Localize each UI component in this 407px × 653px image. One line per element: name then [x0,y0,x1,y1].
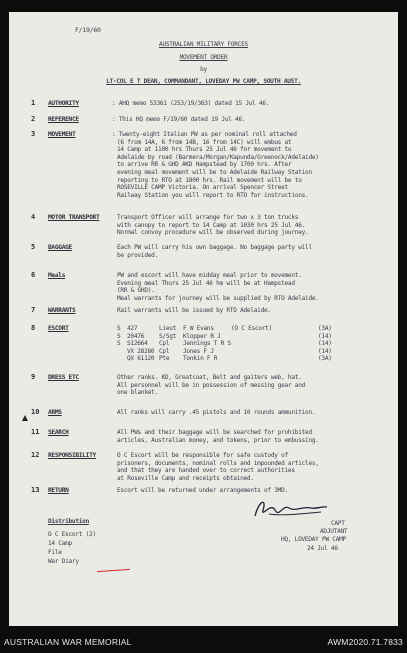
section-heading: ESCORT [48,325,69,332]
escort-cell-name: Jones F J [183,347,214,355]
escort-cell-rank: Cpl [159,347,170,355]
section-number: 10 [31,408,40,416]
margin-mark [22,415,28,421]
signoff-date: 24 Jul 46 [307,545,338,552]
issuing-officer: LT-COL E T DEAN, COMMANDANT, LOVEDAY PW CAMP, SOUTH AUST. [106,78,301,85]
red-pencil-mark [97,569,130,572]
section-text-line: : AHQ memo 53361 (253/19/363) dated 15 Jul 46. [112,100,270,107]
section-text-line: Each PW will carry his own baggage. No baggage party will [117,244,312,251]
escort-cell-name: Tonkin F R [183,355,218,363]
footer-accession: AWM2020.71.7833 [327,637,403,647]
section-heading: MOVEMENT [48,131,76,138]
escort-cell-no: S [117,325,121,332]
section-text-line: Normal convoy procedure will be observed during journey. [117,229,309,237]
section-text-line: Rail warrants will be issued by RTO Adelaide. [117,307,271,314]
section-text-line: : This HQ memo F/19/60 dated 19 Jul 46. [112,116,246,123]
section-text-line: All ranks will carry .45 pistols and 10 rounds ammunition. [117,409,316,416]
escort-cell-id: S12664 [127,340,148,348]
section-heading: RETURN [48,487,69,494]
escort-cell-unit: (3A) [318,355,332,363]
section-number: 2 [31,115,36,123]
escort-cell-name: Klopper R J [183,332,221,340]
document-title: AUSTRALIAN MILITARY FORCES [159,41,248,48]
section-text-line: 14 Camp at 1100 hrs Thurs 25 Jul 46 for movement to [117,146,292,154]
section-heading: WARRANTS [48,307,76,314]
section-heading: SEARCH [48,429,69,436]
section-number: 6 [31,271,36,279]
section-text-line: and that they are handed over to correct authorities [117,467,295,475]
distribution-item: File [48,549,62,556]
section-number: 3 [31,130,36,138]
escort-cell-name: F W Evans [183,325,214,332]
escort-cell-rank: Lieut [159,325,177,332]
section-number: 7 [31,306,36,314]
signoff-unit: HQ, LOVEDAY PW CAMP [281,536,346,543]
section-heading: REFERENCE [48,116,79,123]
section-text-line: All personnel will be in possession of messing gear and [117,381,306,389]
section-text-line: Other ranks. KD, Greatcoat, Belt and gaiters web, hat. [117,374,302,381]
section-text-line: (6 from 14A, 6 from 14B, 16 from 14C) will embus at [117,138,292,146]
escort-cell-unit: (3A) [318,325,332,332]
escort-cell-rank: S/Sgt [159,332,177,340]
escort-cell-id: VX 28280 [127,347,155,355]
section-number: 13 [31,486,40,494]
section-text-line: PW and escort will have midday meal prior to movement. [117,272,302,279]
section-text-line: reporting to RTO at 1800 hrs. Rail movement will be to [117,176,302,184]
distribution-heading: Distribution [48,518,90,525]
escort-cell-id: 427 [127,325,138,332]
escort-cell-role: (O C Escort) [231,325,273,332]
section-text-line: to arrive RR & GHD AKD Hampstead by 1700 hrs. After [117,161,292,169]
section-number: 12 [31,451,40,459]
document-page [9,12,398,626]
section-text-line: Railway Station you will report to RTO for instructions. [117,191,309,199]
section-text-line: Adelaide by road (Barmera/Morgan/Kapunda/Greenock/Adelaide) [117,153,319,161]
section-heading: AUTHORITY [48,100,79,107]
distribution-item: O C Escort (2) [48,531,96,538]
signoff-role: ADJUTANT [320,528,348,535]
section-text-line: Transport Officer will arrange for two x 3 ton trucks [117,214,299,221]
escort-cell-rank: Cpl [159,340,170,348]
section-text-line: at Roseville Camp and receipts obtained. [117,474,254,482]
section-number: 5 [31,243,36,251]
section-text-line: Evening meal Thurs 25 Jul 46 hm will be at Hampstead [117,279,295,287]
file-reference: F/19/60 [75,26,101,34]
section-text-line: ROSEVILLE CAMP Victoria. On arrival Spencer Street [117,184,288,192]
section-heading: RESPONSIBILITY [48,452,96,459]
distribution-item: War Diary [48,558,79,565]
section-text-line: one blanket. [117,389,159,397]
section-text-line: articles, Australian money, and tokens, prior to embussing. [117,436,319,444]
section-text-line: with canopy to report to 14 Camp at 1030 hrs 25 Jul 46. [117,221,306,229]
section-text-line: prisoners, documents, nominal rolls and impounded articles, [117,459,319,467]
escort-cell-id: QX 61120 [127,355,155,363]
section-heading: ARMS [48,409,62,416]
section-text-line: (RR & GHD). [117,287,155,295]
section-text-line: evening meal movement will be to Adelaide Railway Station [117,169,312,176]
escort-cell-no: S [117,332,121,340]
section-heading: MOTOR TRANSPORT [48,214,100,221]
section-heading: DRESS ETC [48,374,79,381]
signature [251,496,331,524]
section-text-line: All PWs and their baggage will be searched for prohibited [117,429,312,436]
document-subtitle: MOVEMENT ORDER [179,54,228,61]
section-text-line: Escort will be returned under arrangements of 3MD. [117,487,288,494]
escort-cell-name: Jennings T R S [183,340,231,348]
section-text-line: Meal warrants for journey will be supplied by RTO Adelaide. [117,294,319,302]
escort-cell-unit: (14) [318,347,332,355]
distribution-item: 14 Camp [48,540,72,547]
footer-bar [0,626,407,653]
section-number: 9 [31,373,36,381]
section-text-line: : Twenty-eight Italian PW as per nominal roll attached [112,131,297,138]
section-number: 1 [31,99,36,107]
escort-cell-unit: (14) [318,340,332,348]
escort-cell-no: S [117,340,121,348]
section-number: 8 [31,324,36,332]
section-number: 4 [31,213,36,221]
footer-source: AUSTRALIAN WAR MEMORIAL [4,637,132,647]
section-text-line: O C Escort will be responsible for safe custody of [117,452,288,459]
escort-cell-unit: (14) [318,332,332,340]
escort-cell-rank: Pte [159,355,170,363]
section-heading: Meals [48,272,66,279]
by-line: by [200,66,207,73]
section-heading: BAGGAGE [48,244,72,251]
section-text-line: be provided. [117,251,159,259]
escort-cell-id: 20476 [127,332,145,340]
signoff-rank: CAPT [331,520,345,527]
section-number: 11 [31,428,40,436]
